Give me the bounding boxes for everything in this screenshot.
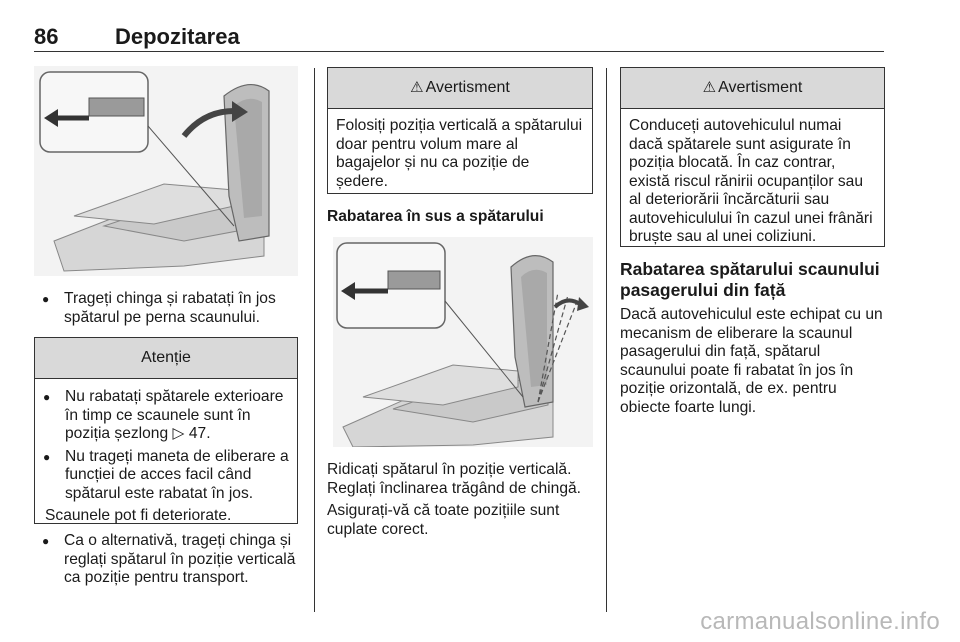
watermark: carmanualsonline.info <box>700 608 940 635</box>
section-heading: Rabatarea spătarului scaunului pasagerului din față <box>620 259 880 300</box>
warning-body: Conduceți autovehiculul numai dacă spătarele sunt asigurate în poziția blocată. În caz contrar, există riscul rănirii ocupanților sau al deteriorării încărcăturii sau autovehiculului în cazul unei frânări bruște sau al unei coliziuni. <box>629 117 873 245</box>
section-subheading: Rabatarea în sus a spătarului <box>327 208 544 225</box>
list-item <box>42 290 304 327</box>
warning-box-1 <box>327 67 593 194</box>
bullet-icon: ● <box>43 449 51 464</box>
warning-icon: ⚠ <box>410 79 424 96</box>
instruction-alternative <box>42 532 310 588</box>
instruction-fold-down <box>42 290 304 327</box>
column-divider-1 <box>314 68 315 612</box>
warning-icon: ⚠ <box>702 79 717 96</box>
seat-fold-up-illustration <box>333 237 593 447</box>
bullet-icon: ● <box>42 534 50 548</box>
list-item <box>43 448 289 504</box>
front-seat-description: Dacă autovehiculul este echipat cu un mecanism de eliberare la scaunul pasagerului din față, spătarul scaunului poate fi rabatat în jos în poziție orizontală, de ex. pentru obiecte foarte lungi. <box>620 306 883 416</box>
header-divider <box>34 51 884 52</box>
instruction-check-positions: Asigurați-vă că toate pozițiile sunt cuplate corect. <box>327 502 560 538</box>
list-item-text: Ca o alternativă, trageți chinga și reglați spătarul în poziție verticală ca poziție pentru transport. <box>64 532 296 586</box>
warning-box-2 <box>620 67 885 247</box>
instruction-fold-up: Ridicați spătarul în poziție verticală. Reglați înclinarea trăgând de chingă. <box>327 461 581 497</box>
column-divider-2 <box>606 68 607 612</box>
page-reference[interactable]: 47. <box>188 425 211 442</box>
seat-fold-down-illustration <box>34 66 298 276</box>
bullet-icon: ● <box>42 292 50 306</box>
seat-fold-up-figure <box>333 237 593 447</box>
caution-box <box>34 337 298 524</box>
page-reference-icon: ▷ <box>172 425 185 442</box>
bullet-icon: ● <box>43 390 51 404</box>
caution-title: Atenție <box>35 338 297 379</box>
warning-body: Folosiți poziția verticală a spătarului doar pentru volum mare al bagajelor și nu ca poziție de ședere. <box>336 117 583 190</box>
caution-note: Scaunele pot fi deteriorate. <box>45 507 232 524</box>
list-item-text: Trageți chinga și rabatați în jos spătarul pe perna scaunului. <box>64 290 276 326</box>
warning-title-text: Avertisment <box>718 79 803 96</box>
caution-item-2-text: Nu trageți maneta de eliberare a funcției de acces facil când spătarul este rabatat în jos. <box>65 447 289 502</box>
seat-fold-down-figure <box>34 66 298 276</box>
warning-title <box>328 68 592 109</box>
caution-item-1-text: Nu rabatați spătarele exterioare în timp ce scaunele sunt în poziția șezlong <box>65 388 284 442</box>
list-item <box>42 532 310 588</box>
warning-title <box>621 68 884 109</box>
list-item <box>43 388 289 444</box>
list-item-text <box>65 388 289 444</box>
warning-title-text: Avertisment <box>425 79 510 96</box>
page-number: 86 <box>34 24 59 49</box>
page-title: Depozitarea <box>115 24 240 49</box>
